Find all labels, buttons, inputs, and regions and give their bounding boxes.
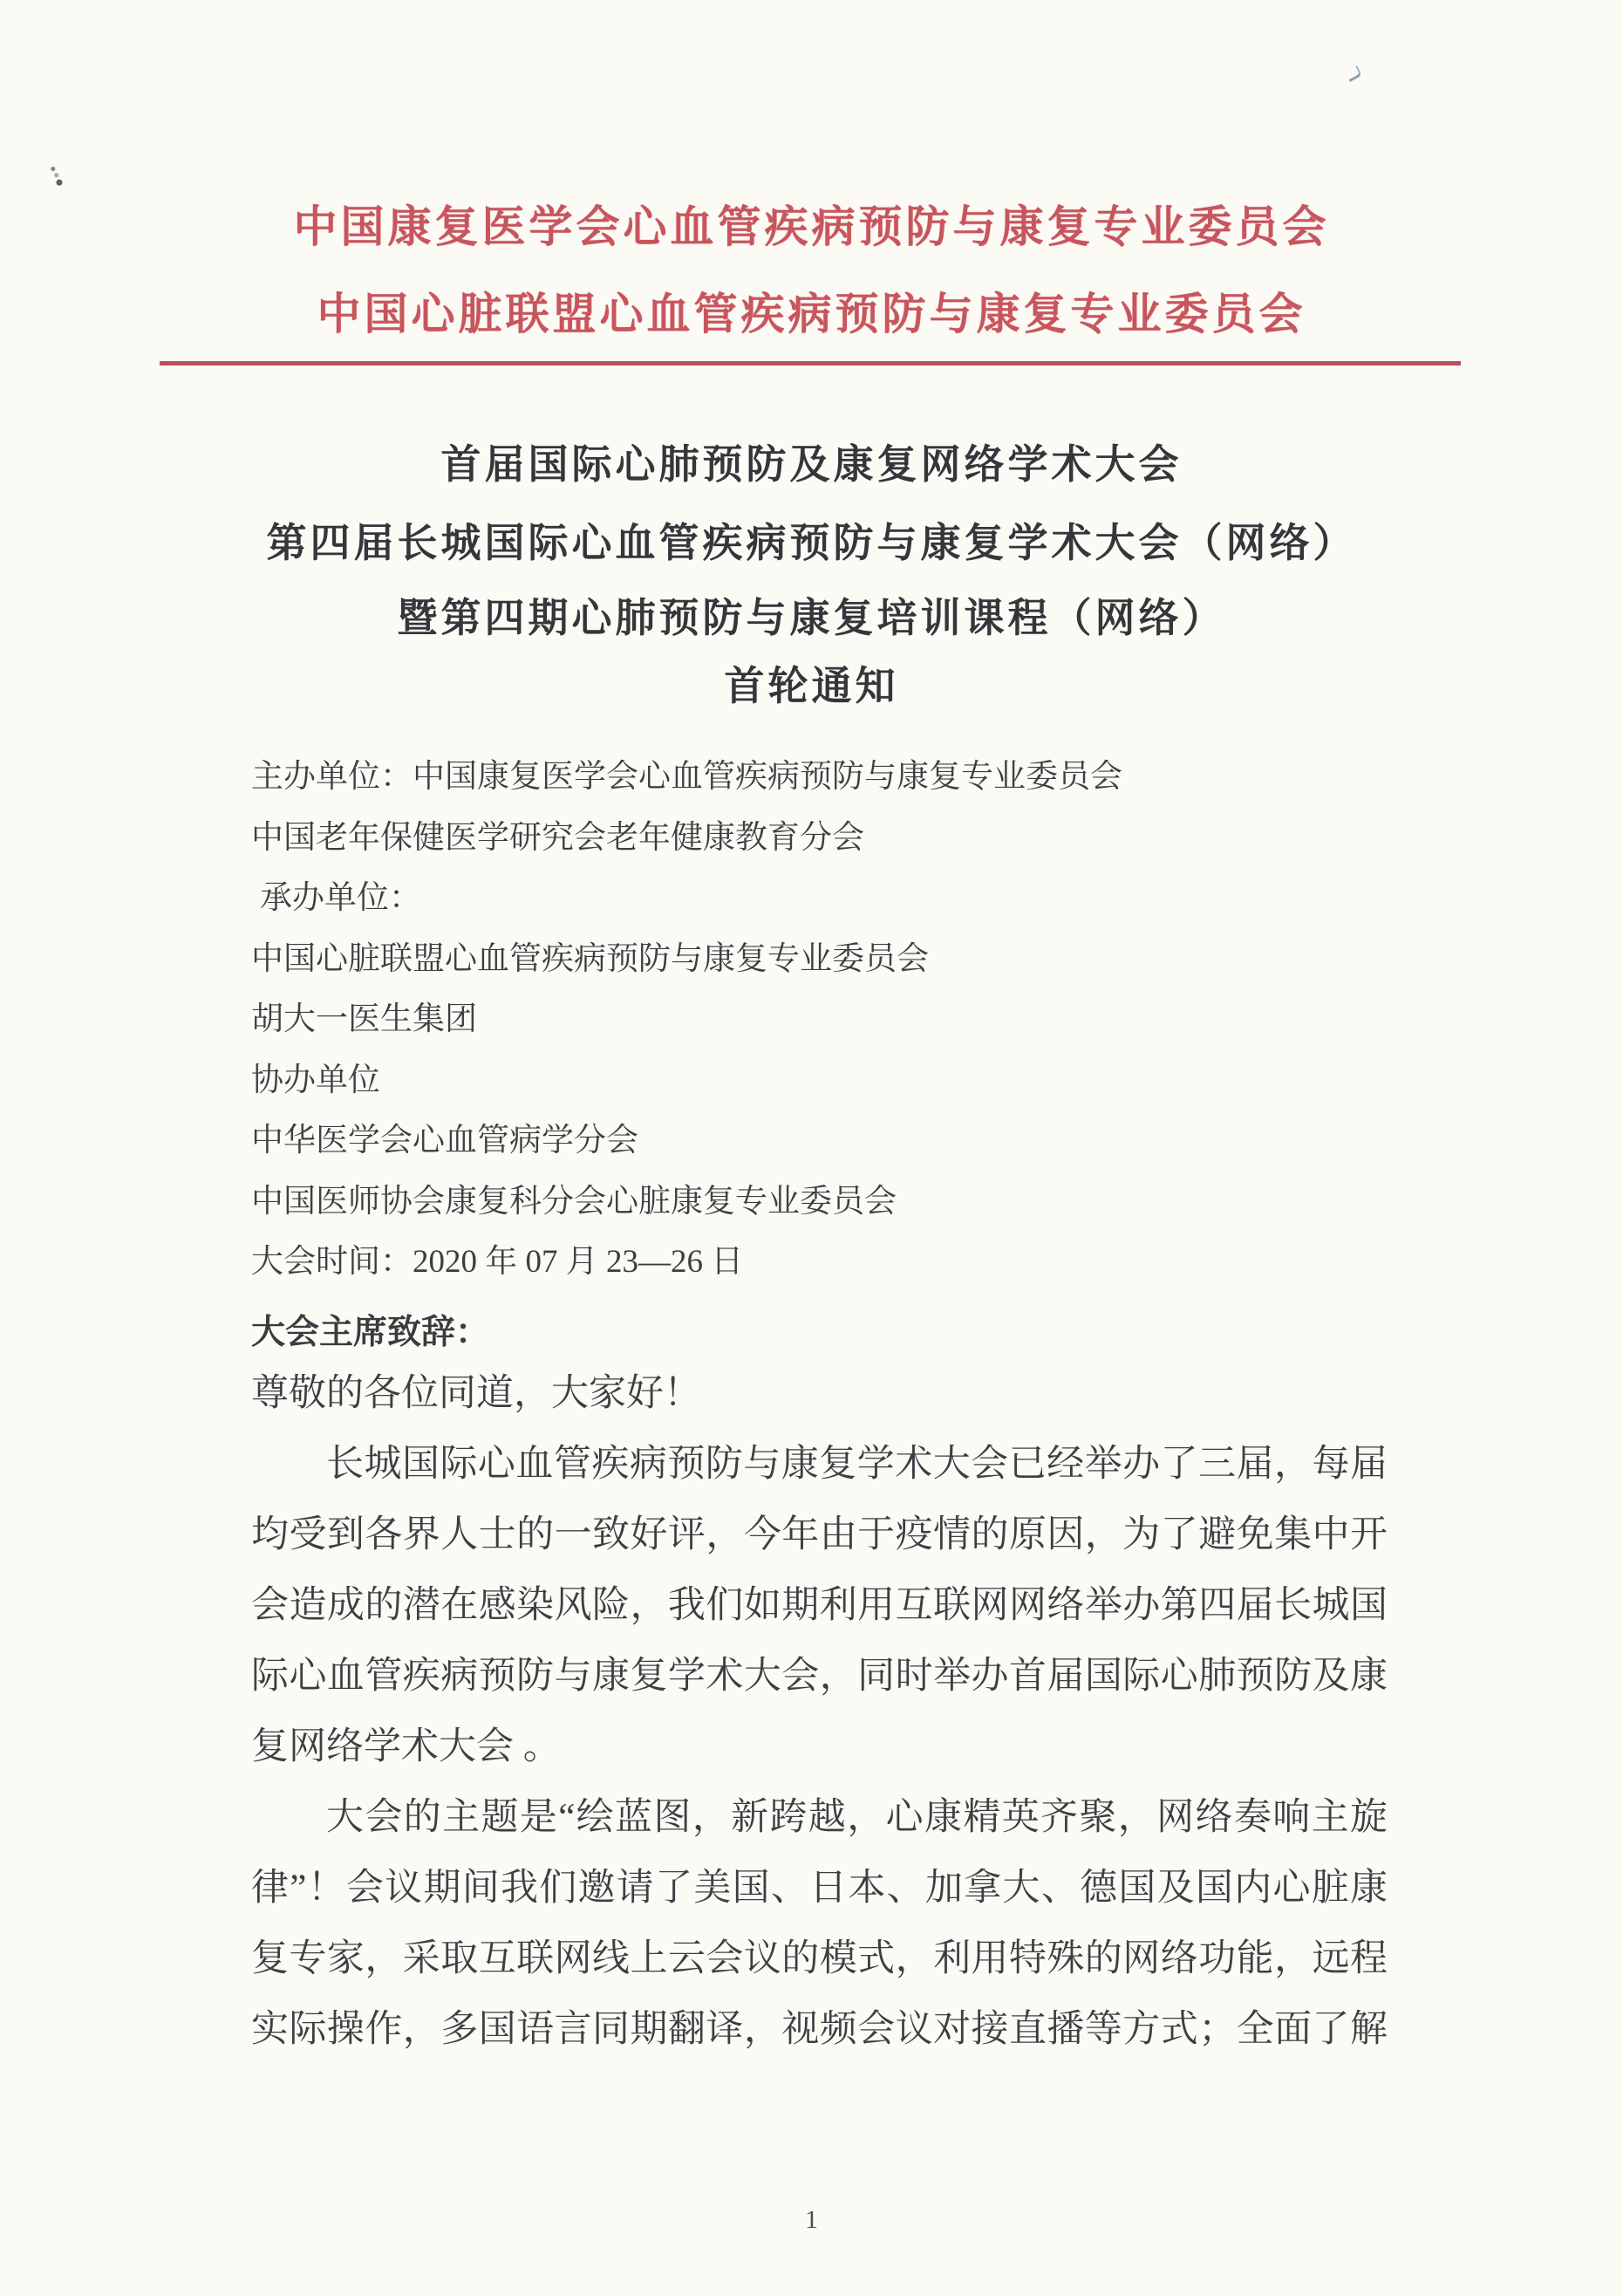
scan-pen-tick-artifact [1345, 65, 1362, 82]
co-organizer-unit-line: 中国医师协会康复科分会心脏康复专业委员会 [251, 1183, 897, 1220]
undertaker-label-line: 承办单位： [260, 880, 421, 916]
page-number: 1 [805, 2205, 818, 2234]
host-unit-line: 主办单位：中国康复医学会心血管疾病预防与康复专业委员会 [251, 759, 1122, 795]
speech-paragraph-line: 际心血管疾病预防与康复学术大会，同时举办首届国际心肺预防及康 [251, 1656, 1388, 1697]
co-organizer-unit-line: 中华医学会心血管病学分会 [251, 1123, 638, 1158]
scan-speck-artifact [49, 166, 63, 187]
org-title-line-2: 中国心脏联盟心血管疾病预防与康复专业委员会 [317, 290, 1306, 338]
speech-paragraph-line: 复网络学术大会 。 [251, 1726, 561, 1767]
conference-title-3: 暨第四期心肺预防与康复培训课程（网络） [397, 595, 1226, 640]
speech-paragraph-line: 复专家，采取互联网线上云会议的模式，利用特殊的网络功能，远程 [251, 1938, 1388, 1979]
speech-paragraph-line: 长城国际心血管疾病预防与康复学术大会已经举办了三届，每届 [326, 1444, 1388, 1485]
speech-paragraph-line: 律”！会议期间我们邀请了美国、日本、加拿大、德国及国内心脏康 [251, 1868, 1388, 1909]
co-organizer-label-line: 协办单位 [251, 1062, 380, 1098]
org-title-line-1: 中国康复医学会心血管疾病预防与康复专业委员会 [293, 202, 1330, 251]
undertaker-unit-line: 胡大一医生集团 [251, 1001, 477, 1037]
chairman-speech-heading: 大会主席致辞： [251, 1314, 490, 1351]
host-unit-line: 中国老年保健医学研究会老年健康教育分会 [251, 819, 864, 856]
speech-greeting: 尊敬的各位同道，大家好！ [251, 1373, 701, 1414]
chairman-speech-body [251, 1358, 1388, 2065]
header-divider-rule [160, 361, 1461, 366]
conference-date-line: 大会时间：2020 年 07 月 23—26 日 [251, 1244, 744, 1280]
conference-title-1: 首届国际心肺预防及康复网络学术大会 [440, 441, 1183, 487]
speech-paragraph-line: 实际操作，多国语言同期翻译，视频会议对接直播等方式；全面了解 [251, 2009, 1388, 2050]
conference-title-2: 第四届长城国际心血管疾病预防与康复学术大会（网络） [266, 520, 1357, 565]
speech-paragraph-line: 会造成的潜在感染风险，我们如期利用互联网网络举办第四届长城国 [251, 1585, 1388, 1626]
speech-paragraph-line: 大会的主题是“绘蓝图，新跨越，心康精英齐聚，网络奏响主旋 [326, 1797, 1388, 1838]
undertaker-unit-line: 中国心脏联盟心血管疾病预防与康复专业委员会 [251, 940, 929, 977]
notice-title: 首轮通知 [724, 663, 899, 708]
speech-paragraph-line: 均受到各界人士的一致好评，今年由于疫情的原因，为了避免集中开 [251, 1514, 1388, 1555]
organiser-info-block [251, 747, 1394, 1293]
